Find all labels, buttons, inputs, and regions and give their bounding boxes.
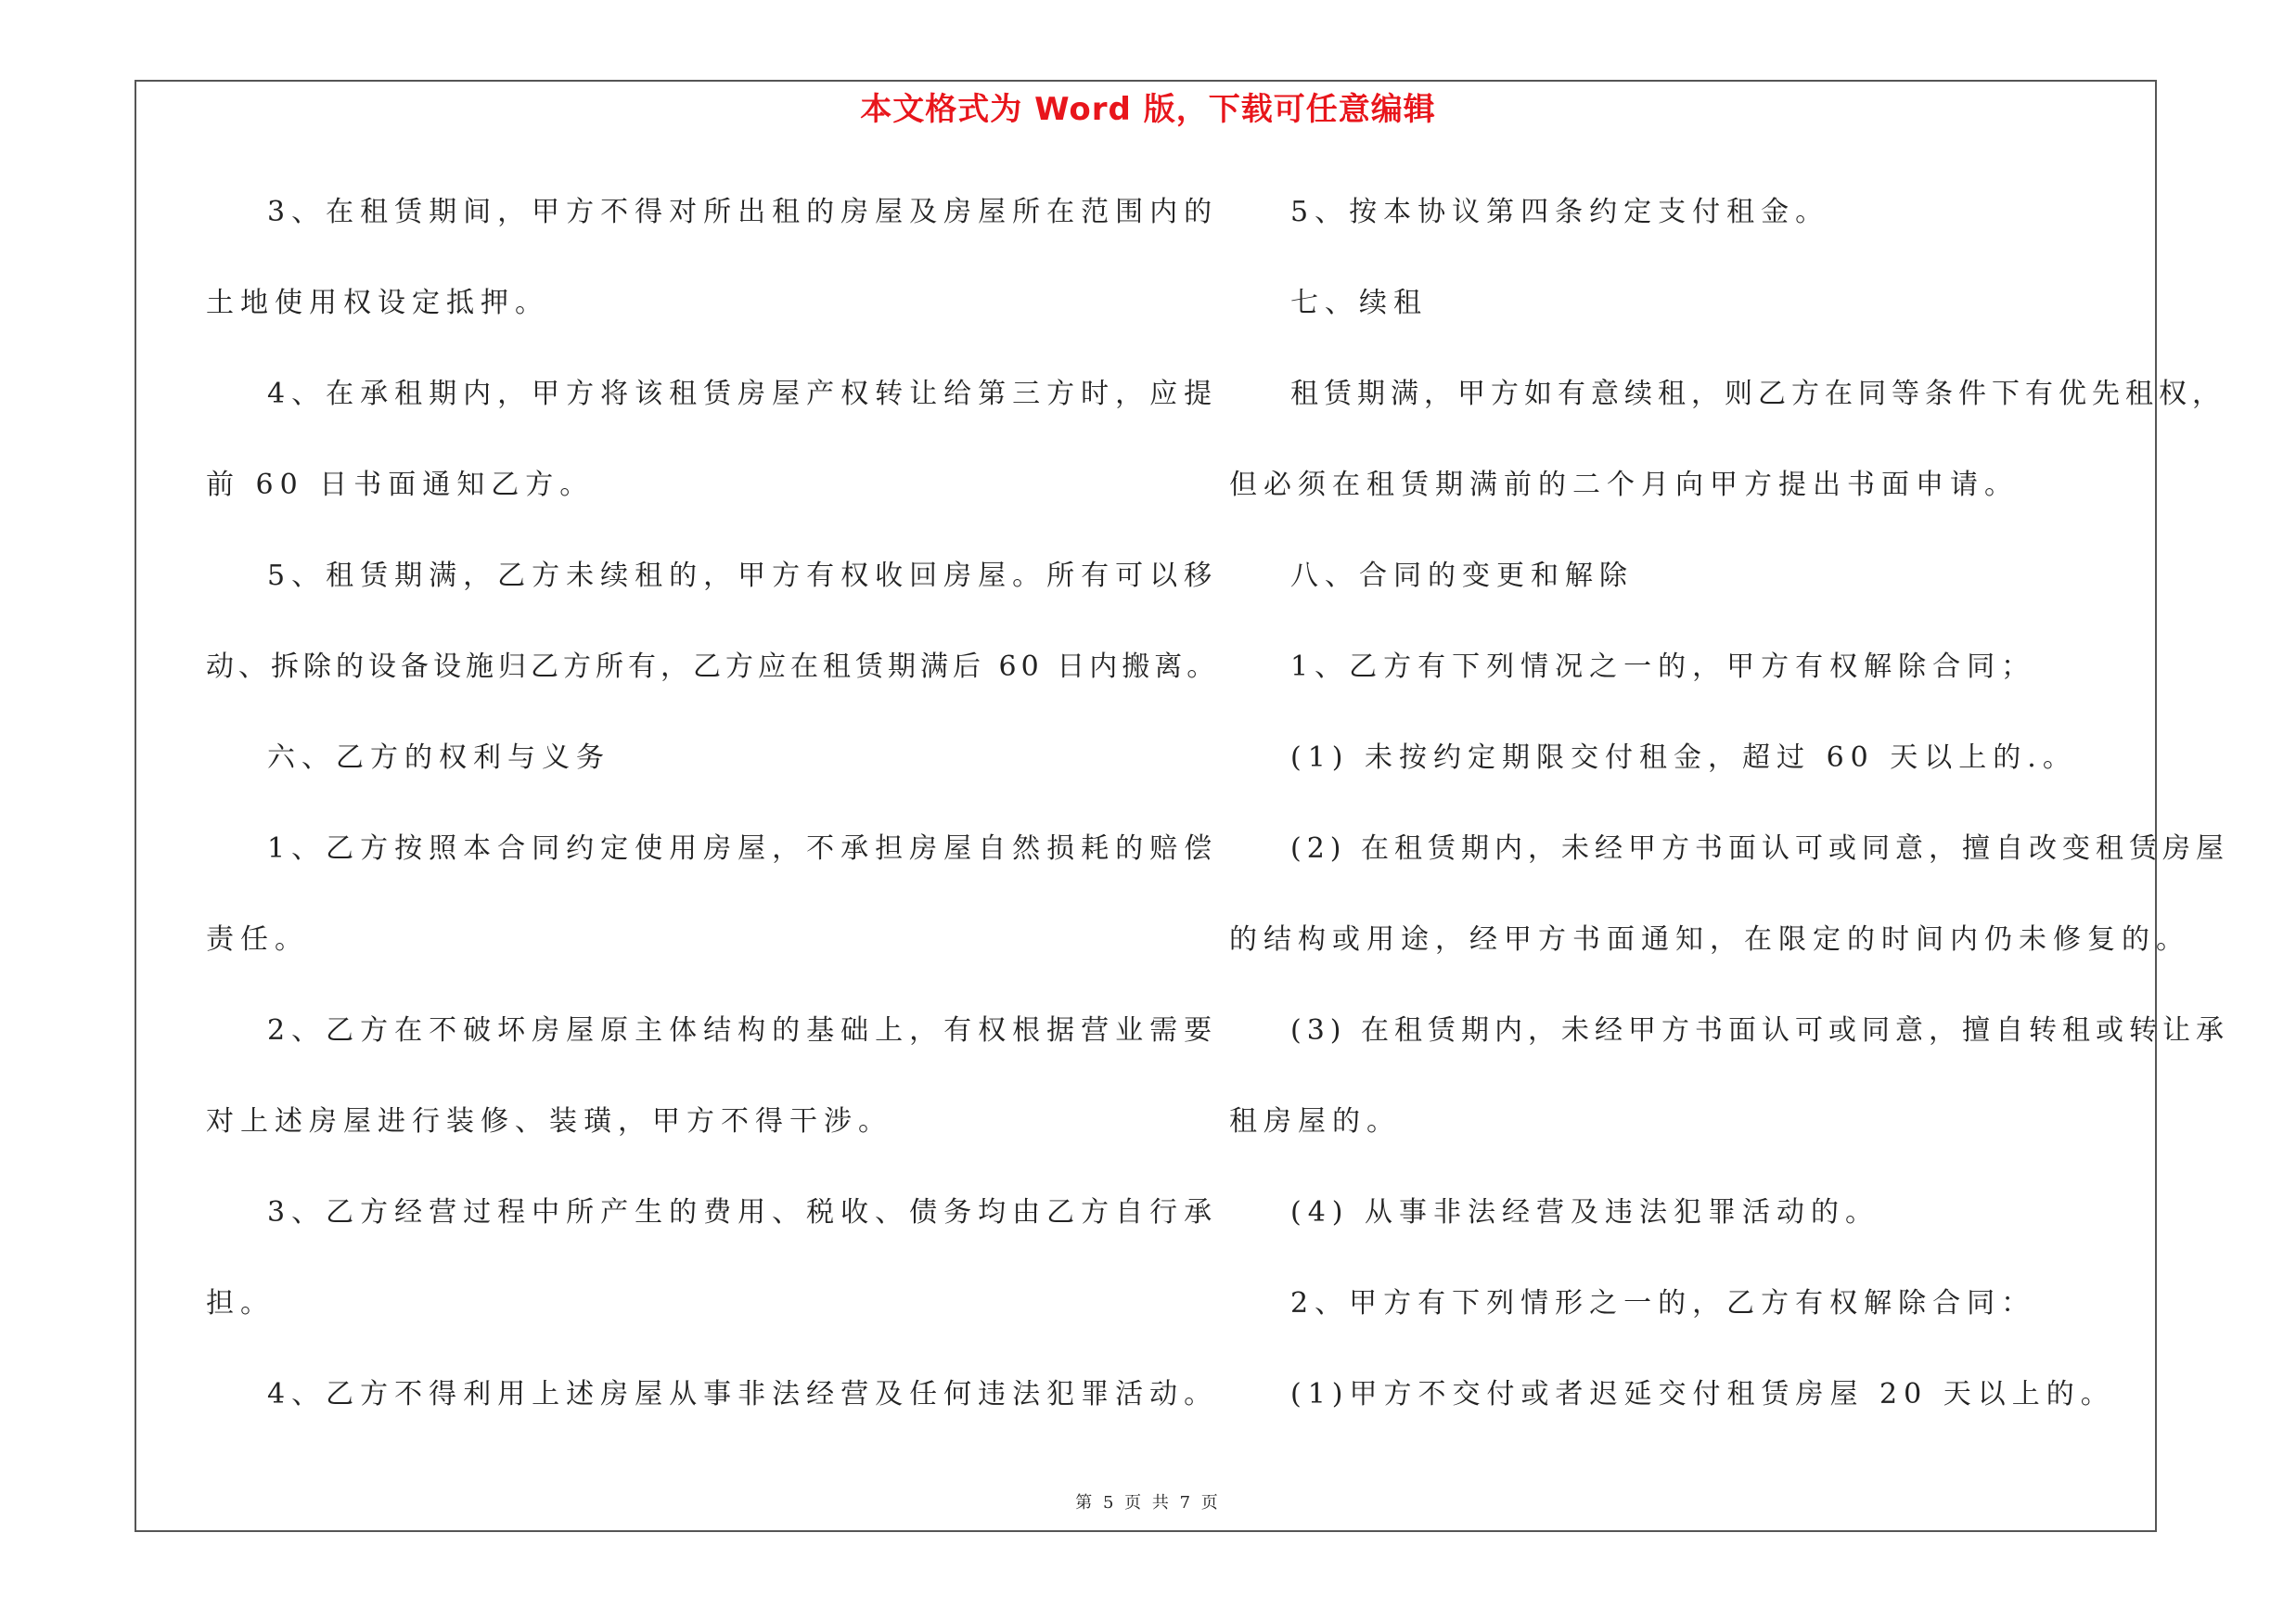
section-heading: 六、乙方的权利与义务 — [267, 741, 610, 774]
text-line: 租赁期满，甲方如有意续租，则乙方在同等条件下有优先租权， — [1290, 378, 2225, 410]
text-line: 租房屋的。 — [1229, 1105, 1401, 1138]
text-line: 担。 — [206, 1287, 275, 1320]
section-heading: 八、合同的变更和解除 — [1290, 560, 1634, 592]
text-line: 2、乙方在不破坏房屋原主体结构的基础上，有权根据营业需要 — [267, 1014, 1219, 1047]
text-line: (4) 从事非法经营及违法犯罪活动的。 — [1290, 1196, 1880, 1229]
text-line: 1、乙方有下列情况之一的，甲方有权解除合同； — [1290, 650, 2036, 683]
text-line: 2、甲方有下列情形之一的，乙方有权解除合同： — [1290, 1287, 2036, 1320]
text-line: 责任。 — [206, 923, 309, 956]
text-line: 动、拆除的设备设施归乙方所有，乙方应在租赁期满后 60 日内搬离。 — [206, 650, 1220, 683]
text-line: 前 60 日书面通知乙方。 — [206, 469, 595, 501]
text-line: (1)甲方不交付或者迟延交付租赁房屋 20 天以上的。 — [1290, 1378, 2115, 1410]
text-line: 3、乙方经营过程中所产生的费用、税收、债务均由乙方自行承 — [267, 1196, 1219, 1229]
text-line: 1、乙方按照本合同约定使用房屋，不承担房屋自然损耗的赔偿 — [267, 832, 1219, 865]
text-line: 但必须在租赁期满前的二个月向甲方提出书面申请。 — [1229, 469, 2019, 501]
page-number: 第 5 页 共 7 页 — [1075, 1493, 1221, 1513]
word-format-banner: 本文格式为 Word 版，下载可任意编辑 — [860, 91, 1436, 128]
text-line: 对上述房屋进行装修、装璜，甲方不得干涉。 — [206, 1105, 892, 1138]
text-line: 3、在租赁期间，甲方不得对所出租的房屋及房屋所在范围内的 — [267, 196, 1219, 228]
text-line: 的结构或用途，经甲方书面通知，在限定的时间内仍未修复的。 — [1229, 923, 2190, 956]
text-line: 土地使用权设定抵押。 — [206, 287, 549, 319]
text-line: 4、在承租期内，甲方将该租赁房屋产权转让给第三方时，应提 — [267, 378, 1219, 410]
text-line: 4、乙方不得利用上述房屋从事非法经营及任何违法犯罪活动。 — [267, 1378, 1219, 1410]
text-line: (1) 未按约定期限交付租金，超过 60 天以上的.。 — [1290, 741, 2077, 774]
text-line: (3) 在租赁期内，未经甲方书面认可或同意，擅自转租或转让承 — [1290, 1014, 2230, 1047]
section-heading: 七、续租 — [1290, 287, 1428, 319]
text-line: (2) 在租赁期内，未经甲方书面认可或同意，擅自改变租赁房屋 — [1290, 832, 2230, 865]
text-line: 5、按本协议第四条约定支付租金。 — [1290, 196, 1830, 228]
text-line: 5、租赁期满，乙方未续租的，甲方有权收回房屋。所有可以移 — [267, 560, 1219, 592]
